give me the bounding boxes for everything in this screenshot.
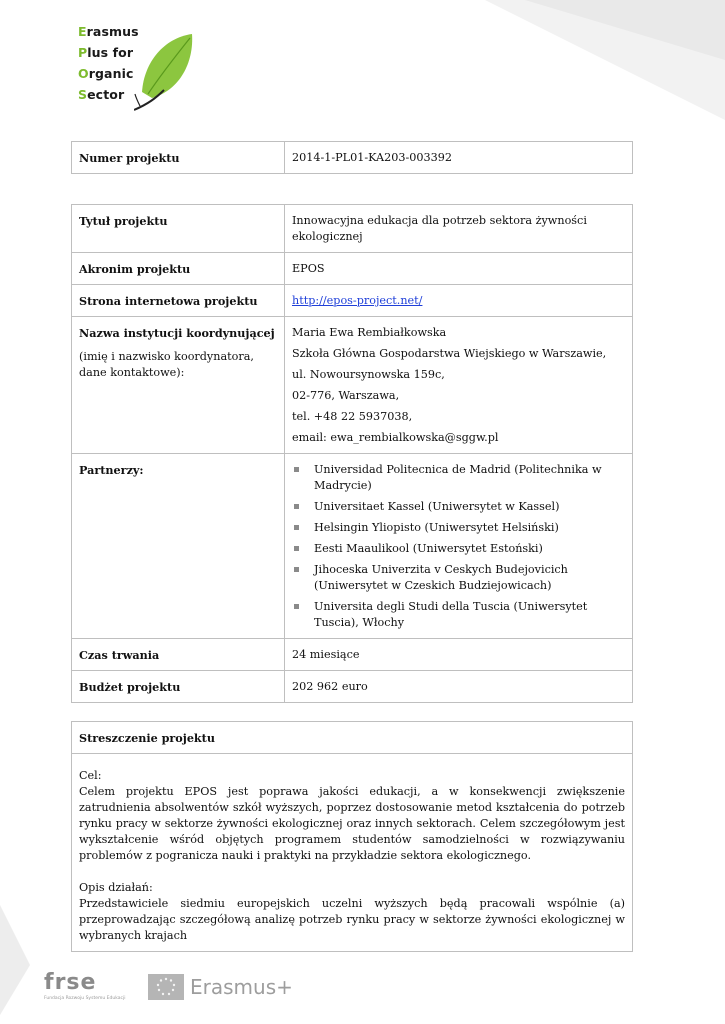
coordinator-line: Szkoła Główna Gospodarstwa Wiejskiego w Warszawie, xyxy=(292,347,607,360)
frse-caption: Fundacja Rozwoju Systemu Edukacji xyxy=(44,996,126,1001)
table-row xyxy=(72,754,633,952)
bullet-icon xyxy=(294,504,299,509)
goal-text: Celem projektu EPOS jest poprawa jakości edukacji, a w konsekwencji zwiększenie zatrudnienia absolwentów szkół wyższych, poprzez dostosowanie metod kształcenia do potrzeb rynku pracy w sektorze żywności ekologicznej oraz innych sektorach. Celem szczegółowym jest wykształcenie wśród objętych programem studentów samodzielności w rozwiązywaniu problemów z pogranicza nauki i praktyki na przykładzie sektora ekologicznego. xyxy=(79,785,625,862)
bullet-icon xyxy=(294,604,299,609)
project-number-label: Numer projektu xyxy=(72,142,285,174)
table-row xyxy=(72,205,633,253)
bullet-icon xyxy=(294,546,299,551)
table-row xyxy=(72,639,633,671)
acronym-label: Akronim projektu xyxy=(72,253,285,285)
list-item: Universita degli Studi della Tuscia (Uniwersytet Tuscia), Włochy xyxy=(292,599,625,631)
logo-word-2: Plus for xyxy=(78,45,134,60)
coordinator-label: Nazwa instytucji koordynującej xyxy=(79,326,275,340)
coordinator-note: (imię i nazwisko koordynatora, dane kontaktowe): xyxy=(79,350,254,379)
logo-word-1: Erasmus xyxy=(78,24,139,39)
bullet-icon xyxy=(294,467,299,472)
title-value: Innowacyjna edukacja dla potrzeb sektora żywności ekologicznej xyxy=(285,205,633,253)
erasmus-plus-organic-sector-logo xyxy=(78,22,193,112)
summary-heading: Streszczenie projektu xyxy=(72,722,633,754)
list-item: Universidad Politecnica de Madrid (Politechnika w Madrycie) xyxy=(292,462,625,494)
table-row xyxy=(72,285,633,317)
coordinator-line: tel. +48 22 5937038, xyxy=(292,410,413,423)
logo-word-3: Organic xyxy=(78,66,134,81)
website-label: Strona internetowa projektu xyxy=(72,285,285,317)
coordinator-line: 02-776, Warszawa, xyxy=(292,389,400,402)
duration-value: 24 miesiące xyxy=(285,639,633,671)
eu-flag-icon xyxy=(148,974,184,1000)
list-item: Eesti Maaulikool (Uniwersytet Estoński) xyxy=(292,541,625,557)
budget-label: Budżet projektu xyxy=(72,671,285,703)
partners-label: Partnerzy: xyxy=(72,454,285,639)
summary-body xyxy=(72,754,633,952)
coordinator-value xyxy=(285,317,633,454)
logo-word-4: Sector xyxy=(78,87,125,102)
budget-value: 202 962 euro xyxy=(285,671,633,703)
table-row xyxy=(72,317,633,454)
frse-logo-text: frse xyxy=(44,970,97,995)
website-link[interactable]: http://epos-project.net/ xyxy=(292,294,423,307)
website-cell xyxy=(285,285,633,317)
table-row xyxy=(72,253,633,285)
bullet-icon xyxy=(294,525,299,530)
coordinator-line: ul. Nowoursynowska 159c, xyxy=(292,368,445,381)
actions-label: Opis działań: xyxy=(79,881,153,894)
acronym-value: EPOS xyxy=(285,253,633,285)
corner-decoration-left xyxy=(0,905,30,1015)
title-label: Tytuł projektu xyxy=(72,205,285,253)
leaf-icon xyxy=(134,32,196,112)
partners-value xyxy=(285,454,633,639)
list-item: Universitaet Kassel (Uniwersytet w Kassel) xyxy=(292,499,625,515)
coordinator-label-cell xyxy=(72,317,285,454)
actions-text: Przedstawiciele siedmiu europejskich uczelni wyższych będą pracowali wspólnie (a) przeprowadzając szczegółową analizę potrzeb rynku pracy w sektorze żywności ekologicznej w wybranych krajach xyxy=(79,897,625,942)
coordinator-line: Maria Ewa Rembiałkowska xyxy=(292,326,447,339)
frse-logo xyxy=(44,970,126,1008)
duration-label: Czas trwania xyxy=(72,639,285,671)
erasmus-plus-text: Erasmus+ xyxy=(190,975,293,999)
table-row xyxy=(72,722,633,754)
project-number-table xyxy=(71,141,633,174)
bullet-icon xyxy=(294,567,299,572)
erasmus-plus-logo xyxy=(148,973,298,1001)
goal-label: Cel: xyxy=(79,769,102,782)
table-row xyxy=(72,142,633,174)
coordinator-line: email: ewa_rembialkowska@sggw.pl xyxy=(292,431,499,444)
table-row xyxy=(72,454,633,639)
partners-list xyxy=(292,462,625,631)
corner-decoration xyxy=(485,0,725,120)
summary-table xyxy=(71,721,633,952)
table-row xyxy=(72,671,633,703)
project-number-value: 2014-1-PL01-KA203-003392 xyxy=(285,142,633,174)
list-item: Helsingin Yliopisto (Uniwersytet Helsiński) xyxy=(292,520,625,536)
list-item: Jihoceska Univerzita v Ceskych Budejovicich (Uniwersytet w Czeskich Budziejowicach) xyxy=(292,562,625,594)
project-details-table xyxy=(71,204,633,703)
